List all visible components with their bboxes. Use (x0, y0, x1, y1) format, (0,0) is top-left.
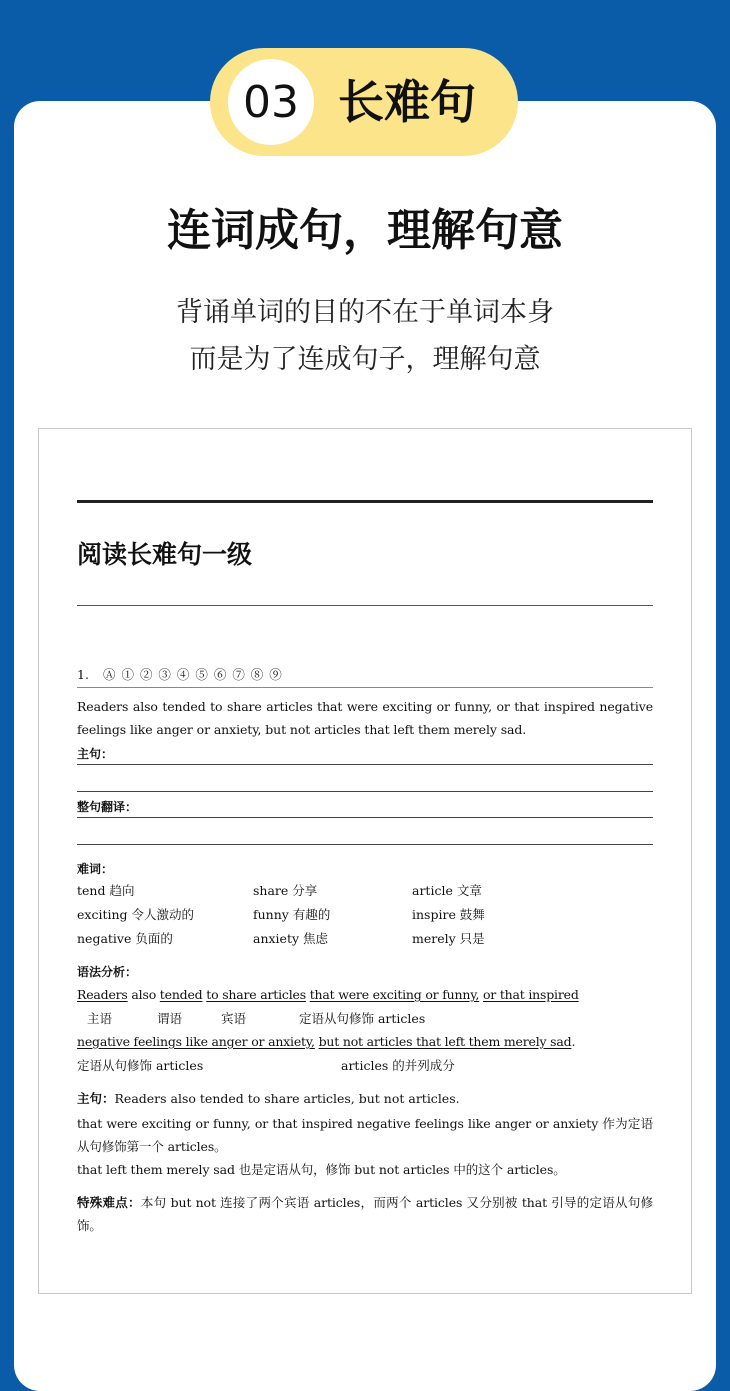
section-number: 03 (228, 59, 314, 145)
tag-predicate: 谓语 (157, 1011, 183, 1026)
vocab-item: merely 只是 (412, 931, 485, 946)
tag-attributive-2: 定语从句修饰 articles (77, 1058, 204, 1073)
grammar-parallel-text: but not articles that left them merely sad (318, 1034, 572, 1049)
vocab-item: tend 趋向 (77, 883, 135, 898)
subtitle-line-1: 背诵单词的目的不在于单词本身 (176, 297, 554, 328)
tag-attributive: 定语从句修饰 articles (299, 1011, 426, 1026)
grammar-clause-text-2: or that inspired (482, 987, 579, 1002)
analysis-main-label: 主句： (77, 1091, 115, 1106)
tag-object: 宾语 (221, 1011, 247, 1026)
subtitle-line-2: 而是为了连成句子，理解句意 (189, 344, 541, 375)
answer-line-4 (77, 844, 653, 845)
translation-label: 整句翻译： (77, 800, 138, 814)
vocab-item: share 分享 (253, 883, 318, 898)
grammar-clause-text: that were exciting or funny, (309, 987, 480, 1002)
title-bottom-rule (77, 605, 653, 606)
analysis-para-1: that were exciting or funny, or that inspired negative feelings like anger or anxiety 作为定语从句修饰第一个 articles。 (77, 1116, 653, 1154)
grammar-line-2 (77, 1032, 575, 1052)
section-label: 长难句 (338, 75, 476, 129)
main-clause-label: 主句： (77, 747, 114, 761)
vocab-item: inspire 鼓舞 (412, 907, 485, 922)
analysis-para-2: that left them merely sad 也是定语从句，修饰 but not articles 中的这个 articles。 (77, 1162, 566, 1177)
vocab-label: 难词： (77, 862, 114, 876)
question-marks: Ⓐ ① ② ③ ④ ⑤ ⑥ ⑦ ⑧ ⑨ (103, 667, 283, 682)
grammar-line-1 (77, 985, 579, 1005)
tag-subject: 主语 (87, 1011, 113, 1026)
english-sentence: Readers also tended to share articles that were exciting or funny, or that inspired negative feelings like anger or anxiety, but not articles that left them merely sad. (77, 699, 653, 737)
worksheet-page (38, 428, 692, 1294)
analysis-main-clause (77, 1089, 460, 1109)
grammar-clause-text-3: negative feelings like anger or anxiety, (77, 1034, 315, 1049)
vocab-item: anxiety 焦虑 (253, 931, 329, 946)
section-badge (210, 48, 518, 156)
answer-line-3 (77, 817, 653, 818)
grammar-period: . (571, 1034, 576, 1049)
headline: 连词成句，理解句意 (167, 205, 563, 256)
grammar-object-text: to share articles (206, 987, 306, 1002)
difficulty-note (77, 1191, 653, 1237)
vocab-item: article 文章 (412, 883, 482, 898)
title-top-rule (77, 500, 653, 503)
grammar-subject-text: Readers (77, 987, 128, 1002)
answer-line-2 (77, 791, 653, 792)
question-number: 1. (77, 667, 89, 682)
difficulty-label: 特殊难点： (77, 1195, 141, 1210)
vocab-item: funny 有趣的 (253, 907, 331, 922)
analysis-main-text: Readers also tended to share articles, but not articles. (114, 1091, 460, 1106)
difficulty-text: 本句 but not 连接了两个宾语 articles，而两个 articles 又分别被 that 引导的定语从句修饰。 (77, 1195, 653, 1233)
vocab-item: negative 负面的 (77, 931, 173, 946)
worksheet-title: 阅读长难句一级 (77, 540, 253, 569)
tag-parallel: articles 的并列成分 (341, 1058, 455, 1073)
grammar-label: 语法分析： (77, 965, 138, 979)
answer-line-1 (77, 764, 653, 765)
grammar-adverb-text: also (127, 987, 160, 1002)
grammar-predicate-text: tended (159, 987, 203, 1002)
question-rule (77, 687, 653, 688)
vocab-item: exciting 令人激动的 (77, 907, 194, 922)
